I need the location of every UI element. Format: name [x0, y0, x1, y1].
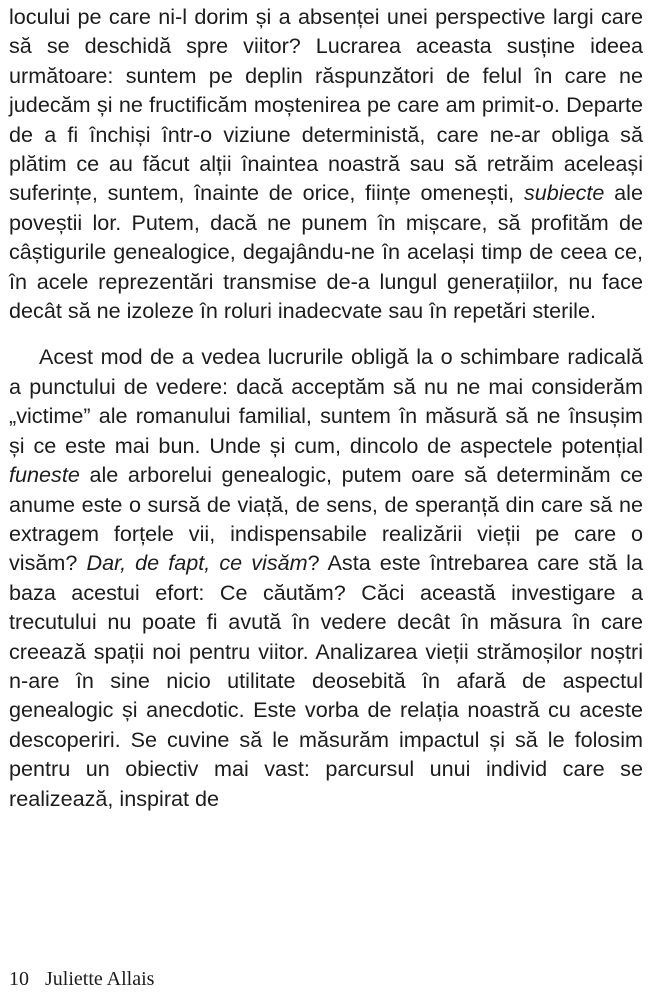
paragraph-1-run: locului pe care ni-l dorim și a absenței unei perspective largi care să se deschidă spre viitor? Lucrarea aceasta susține ideea următoare: suntem pe deplin răspunzători de felul în care ne judecăm și ne fructificăm moștenirea pe care am primit-o. Departe de a fi închiși într-o viziune deterministă, care ne-ar obliga să plătim ce au făcut alții înaintea noastră sau să retrăim aceleași suferințe, suntem, înainte de orice, ființe omenești,: [9, 4, 643, 206]
paragraph-2-run: ale arborelui genealogic, putem oare să determinăm ce anume este o sursă de viață, de sens, de speranță din care să ne extragem forțele vii, indispensabile realizării vieții pe care o visăm?: [9, 462, 643, 576]
page-number: 10: [9, 968, 29, 990]
paragraph-2-italic-question: Dar, de fapt, ce visăm: [86, 550, 308, 576]
paragraph-1-run: ale poveștii lor. Putem, dacă ne punem în mișcare, să profităm de câștigurile genealogice, degajându-ne în același timp de ceea ce, în acele reprezentări transmise de-a lungul generațiilor, nu face decât să ne izoleze în roluri inadecvate sau în repetări sterile.: [9, 180, 643, 324]
paragraph-2-run: Acest mod de a vedea lucrurile obligă la o schimbare radicală a punctului de vedere: dacă acceptăm să nu ne mai considerăm „victime” ale romanului familial, suntem în măsură să ne însușim și ce este mai bun. Unde și cum, dincolo de aspectele potențial: [9, 344, 643, 458]
body-text: [9, 2, 643, 813]
paragraph-1: [9, 2, 643, 325]
paragraph-2: [9, 342, 643, 813]
paragraph-2-run: ? Asta este întrebarea care stă la baza acestui efort: Ce căutăm? Căci această investigare a trecutului nu poate fi avută în vedere decât în măsura în care creează spații noi pentru viitor. Analizarea vieții strămoșilor noștri n-are în sine nicio utilitate deosebită în afară de aspectul genealogic și anecdotic. Este vorba de relația noastră cu aceste descoperiri. Se cuvine să le măsurăm impactul și să le folosim pentru un obiectiv mai vast: parcursul unui individ care se realizează, inspirat de: [9, 550, 643, 811]
paragraph-1-italic-subiecte: subiecte: [523, 180, 605, 206]
page-footer: [9, 966, 154, 992]
paragraph-2-italic-funeste: funeste: [9, 462, 80, 488]
author-name: Juliette Allais: [45, 968, 155, 990]
